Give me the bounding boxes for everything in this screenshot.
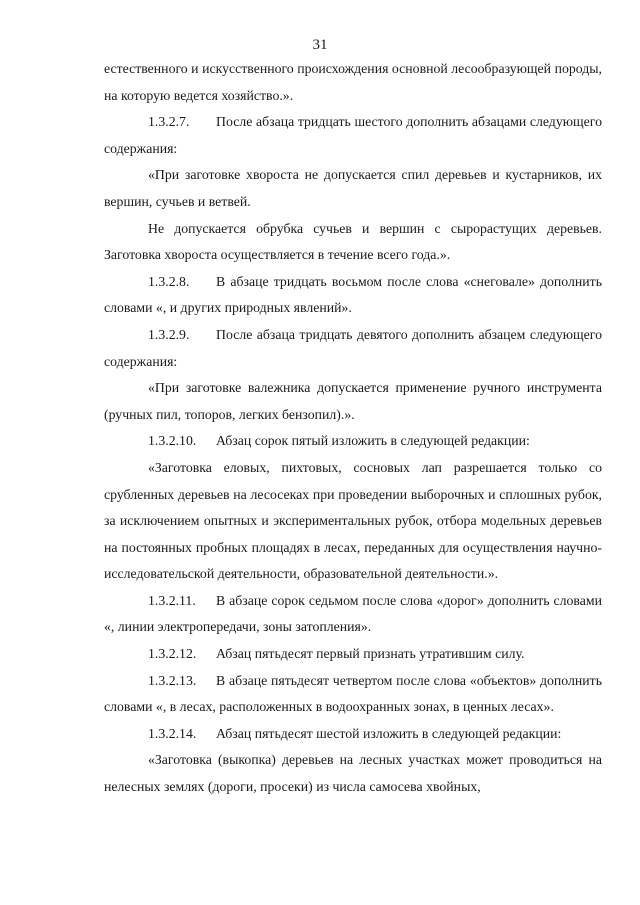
paragraph-text: Абзац пятьдесят шестой изложить в следующей редакции:: [216, 725, 562, 741]
paragraph-1-3-2-11: [104, 588, 602, 641]
paragraph-text: Абзац сорок пятый изложить в следующей редакции:: [216, 433, 530, 449]
paragraph-text: «При заготовке валежника допускается применение ручного инструмента (ручных пил, топоров, легких бензопил).».: [104, 380, 602, 422]
paragraph-quote-brushwood: [104, 162, 602, 215]
paragraph-text: Абзац пятьдесят первый признать утратившим силу.: [216, 646, 525, 662]
clause-number: 1.3.2.13.: [148, 672, 197, 688]
paragraph-1-3-2-7: [104, 109, 602, 162]
paragraph-text: После абзаца тридцать девятого дополнить абзацем следующего содержания:: [104, 326, 602, 369]
paragraph-text: естественного и искусственного происхождения основной лесообразующей породы, на которую ведется хозяйство.».: [104, 61, 602, 103]
page-number: 31: [312, 37, 328, 53]
clause-number: 1.3.2.12.: [148, 646, 197, 662]
paragraph-text: В абзаце тридцать восьмом после слова «снеговале» дополнить словами «, и других природных явлений».: [104, 273, 602, 316]
document-body: [104, 56, 602, 801]
clause-number: 1.3.2.10.: [148, 433, 197, 449]
clause-number: 1.3.2.8.: [148, 273, 190, 289]
paragraph-text: После абзаца тридцать шестого дополнить абзацами следующего содержания:: [104, 114, 602, 156]
paragraph-text: «Заготовка еловых, пихтовых, сосновых лап разрешается только со срубленных деревьев на лесосеках при проведении выборочных и сплошных рубок, за исключением опытных и экспериментальных рубок, отбора модельных деревьев на постоянных пробных площадях в лесах, переданных для осуществления научно-исследовательской деятельности, образовательной деятельности.».: [104, 459, 602, 582]
paragraph-1-3-2-9: [104, 322, 602, 375]
paragraph-quote-branches: [104, 455, 602, 588]
paragraph-quote-trees: [104, 747, 602, 800]
paragraph-text: Не допускается обрубка сучьев и вершин с сырорастущих деревьев. Заготовка хвороста осуществляется в течение всего года.».: [104, 220, 602, 263]
paragraph-1-3-2-10: [104, 428, 602, 455]
clause-number: 1.3.2.11.: [148, 592, 196, 608]
clause-number: 1.3.2.9.: [148, 326, 190, 342]
paragraph-text: «Заготовка (выкопка) деревьев на лесных участках может проводиться на нелесных землях (дороги, просеки) из числа самосева хвойных,: [104, 752, 602, 795]
clause-number: 1.3.2.14.: [148, 725, 197, 741]
paragraph-text: «При заготовке хвороста не допускается спил деревьев и кустарников, их вершин, сучьев и ветвей.: [104, 167, 602, 209]
paragraph-1: [104, 56, 602, 109]
paragraph-brushwood-2: [104, 216, 602, 269]
clause-number: 1.3.2.7.: [148, 114, 190, 130]
paragraph-1-3-2-8: [104, 269, 602, 322]
paragraph-1-3-2-13: [104, 668, 602, 721]
paragraph-text: В абзаце сорок седьмом после слова «дорог» дополнить словами «, линии электропередачи, зоны затопления».: [104, 592, 602, 635]
paragraph-1-3-2-14: [104, 721, 602, 748]
paragraph-1-3-2-12: [104, 641, 602, 668]
paragraph-quote-deadwood: [104, 375, 602, 428]
paragraph-text: В абзаце пятьдесят четвертом после слова «объектов» дополнить словами «, в лесах, расположенных в водоохранных зонах, в ценных лесах».: [104, 672, 602, 715]
